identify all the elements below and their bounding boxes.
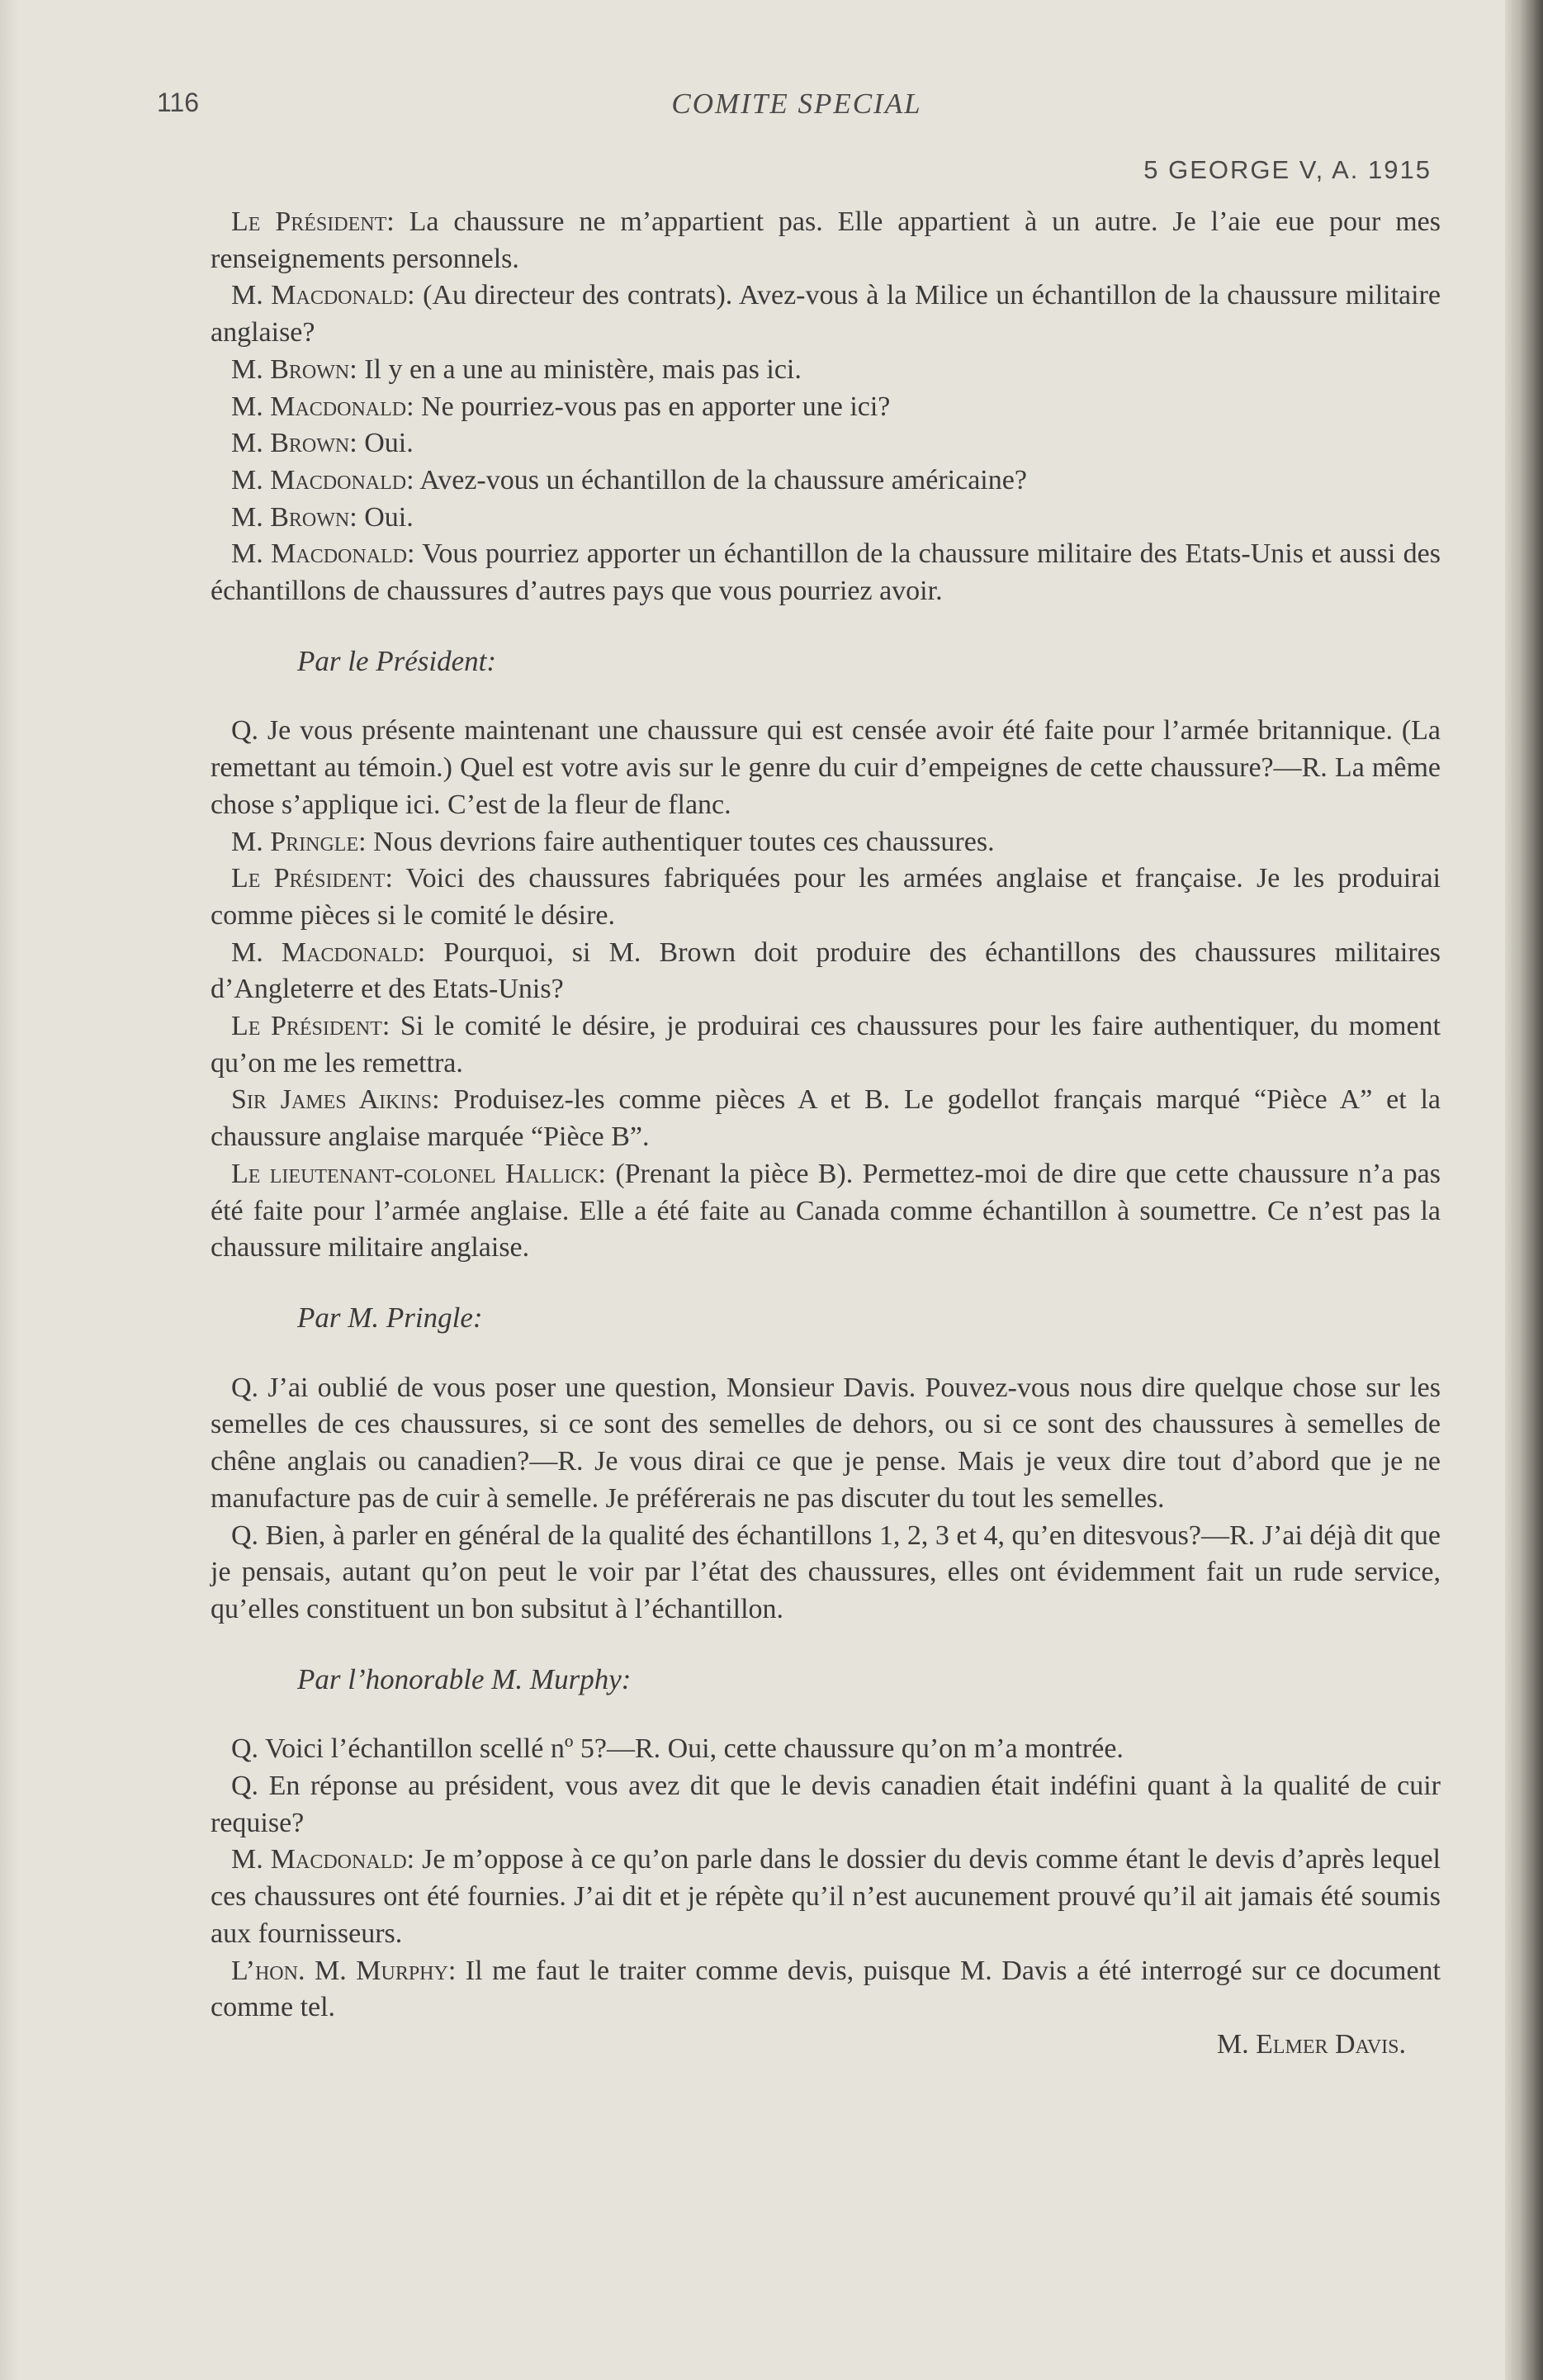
paragraph: [211, 713, 1441, 823]
paragraph-text: Voici des chaussures fabriquées pour les armées anglaise et française. Je les produirai comme pièces si le comité le désire.: [211, 863, 1441, 931]
session-reference: 5 GEORGE V, A. 1915: [1143, 155, 1432, 184]
paragraph-text: Produisez-les comme pièces A et B. Le godellot français marqué “Pièce A” et la chaussure anglaise marquée “Pièce B”.: [211, 1084, 1441, 1153]
paragraph: [211, 1842, 1441, 1952]
paragraph-text: Q. J’ai oublié de vous poser une question, Monsieur Davis. Pouvez-vous nous dire quelque chose sur les semelles de ces chaussures, si ce sont des semelles de dehors, ou si ce sont des chaussures à semelles de chêne anglais ou canadien?—R. Je vous dirai ce que je pense. Mais je veux dire tout d’abord que je ne manufacture pas de cuir à semelle. Je préférerais ne pas discuter du tout les semelles.: [211, 1372, 1441, 1514]
speaker-name: M. Macdonald:: [231, 464, 414, 495]
speaker-name: Le Président:: [231, 206, 395, 237]
section-heading: Par le Président:: [297, 644, 497, 677]
speaker-name: M. Pringle:: [231, 826, 367, 857]
paragraph-text: Il y en a une au ministère, mais pas ici.: [357, 353, 802, 385]
paragraph: [211, 425, 1441, 462]
paragraph-text: Q. Voici l’échantillon scellé nº 5?—R. Oui, cette chaussure qu’on m’a montrée.: [231, 1733, 1124, 1765]
paragraph: [211, 935, 1441, 1008]
paragraph: [211, 1082, 1441, 1155]
witness-signature: M. Elmer Davis.: [1216, 2028, 1406, 2060]
paragraph-text: Nous devrions faire authentiquer toutes ces chaussures.: [366, 826, 995, 857]
speaker-name: M. Macdonald:: [231, 936, 426, 968]
paragraph-text: Q. Bien, à parler en général de la qualité des échantillons 1, 2, 3 et 4, qu’en ditesvous?—R. J’ai déjà dit que je pensais, autant qu’on peut le voir par l’état des chaussures, elles ont évidemment fait un rude service, qu’elles constituent un bon subsitut à l’échantillon.: [211, 1520, 1441, 1624]
paragraph-text: Avez-vous un échantillon de la chaussure américaine?: [414, 464, 1027, 495]
paragraph-text: Il me faut le traiter comme devis, puisque M. Davis a été interrogé sur ce document comme tel.: [211, 1955, 1441, 2023]
page-number: 116: [157, 88, 200, 117]
paragraph-text: Pourquoi, si M. Brown doit produire des échantillons des chaussures militaires d’Angleterre et des Etats-Unis?: [211, 936, 1441, 1005]
speaker-name: M. Macdonald:: [231, 280, 415, 311]
section-heading: Par l’honorable M. Murphy:: [297, 1662, 632, 1695]
paragraph: [211, 1156, 1441, 1267]
paragraph: [211, 536, 1441, 609]
paragraph: [211, 277, 1441, 351]
speaker-name: Le lieutenant-colonel Hallick:: [231, 1158, 606, 1189]
paragraph: [211, 1953, 1441, 2027]
speaker-name: M. Macdonald:: [231, 391, 414, 422]
paragraph-text: Si le comité le désire, je produirai ces chaussures pour les faire authentiquer, du moment qu’on me les remettra.: [211, 1011, 1441, 1079]
paragraph: [211, 1008, 1441, 1082]
paragraph-text: Oui.: [357, 501, 414, 533]
paragraph-text: Vous pourriez apporter un échantillon de la chaussure militaire des Etats-Unis et aussi des échantillons de chaussures d’autres pays que vous pourriez avoir.: [211, 538, 1441, 607]
speaker-name: M. Macdonald:: [231, 1844, 415, 1875]
paragraph: [211, 1768, 1441, 1842]
speaker-name: Le Président:: [231, 1011, 390, 1042]
paragraph: [211, 352, 1441, 389]
section-heading: Par M. Pringle:: [297, 1301, 483, 1334]
speaker-name: M. Brown:: [231, 428, 357, 459]
page-edge-shadow: [1505, 0, 1543, 2380]
paragraph: [211, 1731, 1441, 1768]
binding-gutter: [0, 0, 18, 2380]
paragraph-text: Oui.: [357, 428, 414, 459]
paragraph: [211, 204, 1441, 277]
body-text: [211, 204, 1441, 2064]
speaker-name: M. Brown:: [231, 353, 357, 385]
paragraph: [211, 860, 1441, 934]
paragraph-text: Q. En réponse au président, vous avez dit que le devis canadien était indéfini quant à la qualité de cuir requise?: [211, 1771, 1441, 1838]
paragraph: [211, 824, 1441, 861]
paragraph-text: Ne pourriez-vous pas en apporter une ici?: [414, 391, 891, 422]
running-head: COMITE SPECIAL: [671, 88, 922, 120]
page-header: [157, 88, 1437, 137]
paragraph: [211, 1518, 1441, 1629]
paragraph-text: Q. Je vous présente maintenant une chaussure qui est censée avoir été faite pour l’armée britannique. (La remettant au témoin.) Quel est votre avis sur le genre du cuir d’empeignes de cette chaussure?—R. La même chose s’applique ici. C’est de la fleur de flanc.: [211, 715, 1441, 820]
paragraph-text: Je m’oppose à ce qu’on parle dans le dossier du devis comme étant le devis d’après lequel ces chaussures ont été fournies. J’ai dit et je répète qu’il n’est aucunement prouvé qu’il ait jamais été soumis aux fournisseurs.: [211, 1844, 1441, 1949]
speaker-name: M. Brown:: [231, 501, 357, 533]
paragraph: [211, 500, 1441, 537]
speaker-name: Sir James Aikins:: [231, 1084, 440, 1116]
speaker-name: L’hon. M. Murphy:: [231, 1955, 457, 1986]
paragraph: [211, 389, 1441, 426]
paragraph: [211, 462, 1441, 500]
paragraph-text: (Au directeur des contrats). Avez-vous à la Milice un échantillon de la chaussure militaire anglaise?: [211, 280, 1441, 348]
speaker-name: Le Président:: [231, 863, 393, 894]
speaker-name: M. Macdonald:: [231, 538, 415, 570]
paragraph-text: (Prenant la pièce B). Permettez-moi de dire que cette chaussure n’a pas été faite pour l’armée anglaise. Elle a été faite au Canada comme échantillon à soumettre. Ce n’est pas la chaussure militaire anglaise.: [211, 1158, 1441, 1263]
paragraph: [211, 1370, 1441, 1518]
paragraph-text: La chaussure ne m’appartient pas. Elle appartient à un autre. Je l’aie eue pour mes renseignements personnels.: [211, 206, 1441, 274]
